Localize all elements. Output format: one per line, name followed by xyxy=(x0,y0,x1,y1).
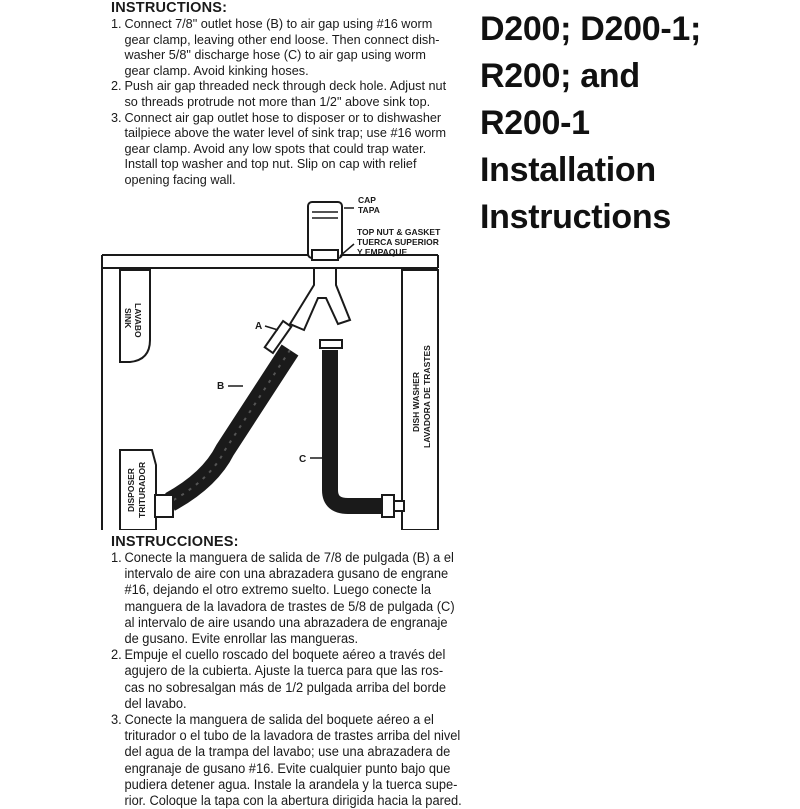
step-line: agujero de la cubierta. Ajuste la tuerca para que las ros- xyxy=(124,663,444,679)
step-line: Conecte la manguera de salida de 7/8 de pulgada (B) a el xyxy=(124,550,454,565)
dishwasher-clamp xyxy=(382,495,394,517)
title-line: Instructions xyxy=(480,198,671,236)
step-line: rior. Coloque la tapa con la abertura dirigida hacia la pared. xyxy=(124,793,462,809)
step-line: Conecte la manguera de salida del boquete aéreo a el xyxy=(124,712,434,728)
top-nut xyxy=(312,250,338,260)
step-number: 1. xyxy=(111,16,122,31)
step-number: 1. xyxy=(111,550,122,565)
step-line: Push air gap threaded neck through deck hole. Adjust nut xyxy=(124,78,447,94)
english-heading: INSTRUCTIONS: xyxy=(111,0,228,16)
step-line: gear clamp. Avoid kinking hoses. xyxy=(124,62,309,78)
top-nut-label-es: TUERCA SUPERIOR xyxy=(357,237,439,247)
label-a: A xyxy=(255,321,263,332)
english-steps xyxy=(111,16,471,188)
step-number: 3. xyxy=(111,109,122,125)
dishwasher-tailpiece xyxy=(394,501,404,511)
air-gap-body xyxy=(290,268,350,330)
step-line: pudiera detener agua. Instale la arandela y la tuerca supe- xyxy=(124,776,458,792)
top-nut-label-es2: Y EMPAQUE xyxy=(357,247,408,257)
top-nut-label: TOP NUT & GASKET xyxy=(357,227,441,237)
sink-label-es: LAVABO xyxy=(133,303,143,338)
english-step-1 xyxy=(111,16,457,78)
hose-b xyxy=(170,350,290,502)
step-line: Connect air gap outlet hose to disposer or to dishwasher xyxy=(124,109,442,125)
cap-label-es: TAPA xyxy=(358,205,380,215)
step-line: del agua de la trampa del lavabo; use una abrazadera de xyxy=(124,744,451,760)
document-title xyxy=(480,6,790,241)
disposer-label-es: TRITURADOR xyxy=(137,461,147,518)
step-number: 2. xyxy=(111,78,122,94)
step-number: 3. xyxy=(111,712,122,728)
spanish-instructions xyxy=(111,534,483,809)
english-instructions xyxy=(111,0,471,188)
step-line: Empuje el cuello roscado del boquete aéreo a través del xyxy=(124,647,446,663)
hose-c xyxy=(330,350,390,506)
step-line: Connect 7/8" outlet hose (B) to air gap using #16 worm xyxy=(124,16,433,31)
title-line: Installation xyxy=(480,151,656,189)
spanish-steps xyxy=(111,550,483,809)
english-step-3 xyxy=(111,110,457,188)
step-line: cas no sobresalgan más de 1/2 pulgada arriba del borde xyxy=(124,679,447,695)
disposer-clamp xyxy=(155,495,173,517)
disposer-label: DISPOSER xyxy=(126,468,136,512)
step-number: 2. xyxy=(111,647,122,663)
step-line: manguera de la lavadora de trastes de 5/8 de pulgada (C) xyxy=(124,598,455,614)
spanish-step-3 xyxy=(111,712,468,809)
step-line: al intervalo de aire usando una abrazadera de engranaje xyxy=(124,614,448,630)
spanish-step-1 xyxy=(111,550,468,647)
cap-label: CAP xyxy=(358,195,376,205)
step-line: #16, dejando el otro extremo suelto. Luego conecte la xyxy=(124,582,432,598)
title-line: R200; and xyxy=(480,57,640,95)
step-line: del lavabo. xyxy=(124,695,187,711)
step-line: gear clamp, leaving other end loose. Then connect dish- xyxy=(124,31,440,47)
label-c: C xyxy=(299,454,307,465)
title-line: R200-1 xyxy=(480,104,590,142)
step-line: so threads protrude not more than 1/2" above sink top. xyxy=(124,93,431,109)
step-line: washer 5/8" discharge hose (C) to air gap using worm xyxy=(124,47,426,63)
step-line: opening facing wall. xyxy=(124,171,236,187)
step-line: triturador o el tubo de la lavadora de trastes arriba del nivel xyxy=(124,728,461,744)
step-line: de gusano. Evite enrollar las mangueras. xyxy=(124,631,359,647)
step-line: intervalo de aire con una abrazadera gusano de engrane xyxy=(124,566,449,582)
sink-label: SINK xyxy=(123,308,133,329)
dishwasher-label: DISH WASHER xyxy=(411,372,421,432)
hose-c-clamp xyxy=(320,340,342,348)
dishwasher-label-es: LAVADORA DE TRASTES xyxy=(422,345,432,448)
air-gap xyxy=(290,202,350,330)
title-line: D200; D200-1; xyxy=(480,10,701,48)
step-line: engranaje de gusano #16. Evite cualquier punto bajo que xyxy=(124,760,451,776)
step-line: gear clamp. Avoid any low spots that could trap water. xyxy=(124,140,427,156)
step-line: Install top washer and top nut. Slip on cap with relief xyxy=(124,156,417,172)
spanish-step-2 xyxy=(111,647,468,712)
installation-diagram xyxy=(100,190,450,530)
hose-b-clamp xyxy=(265,321,292,353)
step-line: tailpiece above the water level of sink trap; use #16 worm xyxy=(124,125,447,141)
label-b: B xyxy=(217,381,225,392)
spanish-heading: INSTRUCCIONES: xyxy=(111,534,239,550)
english-step-2 xyxy=(111,78,457,109)
